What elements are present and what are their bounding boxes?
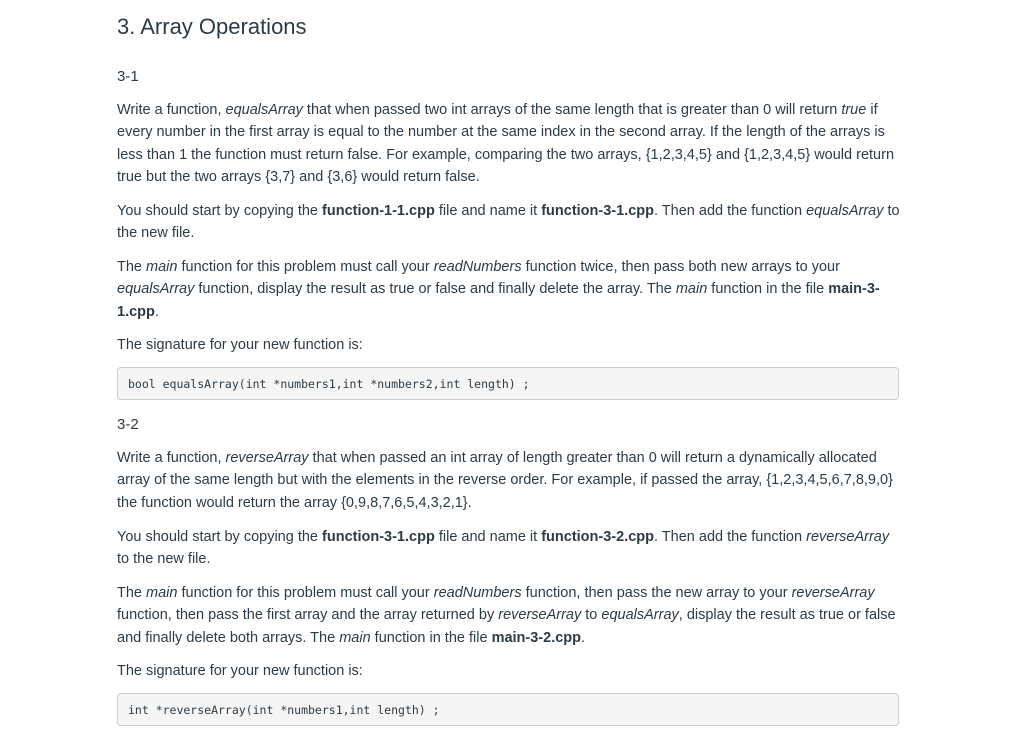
paragraph-3-1-main-instructions: The main function for this problem must call your readNumbers function twice, then pass both new arrays to your equalsArray function, display the result as true or false and finally delete the array. The main function in the file main-3-1.cpp. bbox=[117, 259, 880, 320]
file-name: main-3-1.cpp bbox=[117, 281, 880, 320]
file-name: function-1-1.cpp bbox=[322, 203, 435, 219]
file-name: main-3-2.cpp bbox=[491, 629, 581, 646]
code-signature: int *reverseArray(int *numbers1,int length) ; bbox=[128, 703, 440, 717]
function-name: equalsArray bbox=[806, 203, 884, 219]
paragraph-3-1-description: Write a function, equalsArray that when passed two int arrays of the same length that is greater than 0 will return true if every number in the first array is equal to the number at the same index in the second array. If the length of the arrays is less than 1 the function must return false. For example, comparing the two arrays, {1,2,3,4,5} and {1,2,3,4,5} would return true but the two arrays {3,7} and {3,6} would return false. bbox=[117, 102, 895, 185]
file-name: function-3-2.cpp bbox=[541, 529, 654, 545]
file-name: function-3-1.cpp bbox=[322, 529, 435, 545]
function-name: reverseArray bbox=[225, 450, 309, 466]
paragraph-3-2-main-instructions: The main function for this problem must call your readNumbers function, then pass the new array to your reverseArray function, then pass the first array and the array returned by reverseArray to equalsArray, display the result as true or false and finally delete both arrays. The main function in the file main-3-2.cpp. bbox=[117, 585, 896, 646]
file-name: function-3-1.cpp bbox=[541, 203, 654, 219]
paragraph-3-2-description: Write a function, reverseArray that when passed an int array of length greater than 0 will return a dynamically allocated array of the same length but with the elements in the reverse order. For example, if passed the array, {1,2,3,4,5,6,7,8,9,0} the function would return the array {0,9,8,7,6,5,4,3,2,1}. bbox=[117, 450, 893, 511]
paragraph-3-2-copy-instructions: You should start by copying the function-3-1.cpp file and name it function-3-2.cpp. Then add the function reverseArray to the new file. bbox=[117, 529, 890, 568]
code-signature: bool equalsArray(int *numbers1,int *numbers2,int length) ; bbox=[128, 377, 530, 391]
page-title: 3. Array Operations bbox=[117, 14, 307, 39]
function-name: reverseArray bbox=[806, 529, 890, 545]
section-label-3-2: 3-2 bbox=[117, 416, 139, 433]
section-label-3-1: 3-1 bbox=[117, 68, 139, 85]
code-block-3-2 bbox=[117, 693, 899, 726]
function-name: equalsArray bbox=[225, 102, 303, 118]
signature-label-3-2: The signature for your new function is: bbox=[117, 663, 363, 679]
code-block-3-1 bbox=[117, 367, 899, 400]
keyword: true bbox=[841, 102, 867, 118]
signature-label-3-1: The signature for your new function is: bbox=[117, 337, 363, 353]
paragraph-3-1-copy-instructions: You should start by copying the function-1-1.cpp file and name it function-3-1.cpp. Then add the function equalsArray to the new file. bbox=[117, 203, 900, 242]
